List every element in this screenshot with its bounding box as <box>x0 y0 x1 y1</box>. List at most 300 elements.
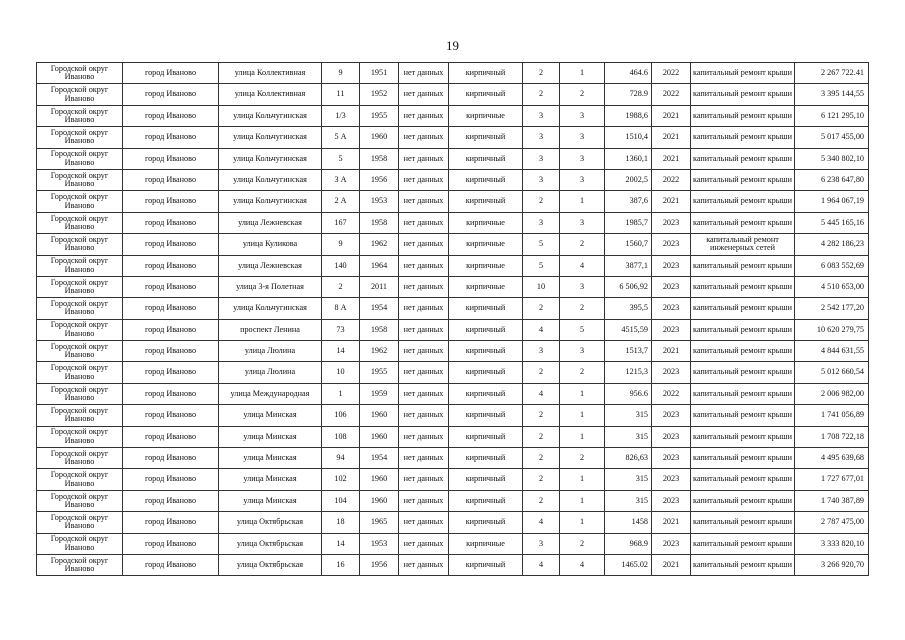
entrances-cell: 2 <box>560 448 605 469</box>
street-cell: улица Минская <box>219 405 322 426</box>
table-row <box>37 319 869 340</box>
last-overhaul-cell: нет данных <box>399 533 449 554</box>
municipality-cell: Городской округ Иваново <box>37 533 123 554</box>
municipality-cell: Городской округ Иваново <box>37 383 123 404</box>
settlement-cell: город Иваново <box>123 490 219 511</box>
wall-material-cell: кирпичные <box>449 234 523 255</box>
table-row <box>37 169 869 190</box>
cost-cell: 5 012 660,54 <box>795 362 869 383</box>
wall-material-cell: кирпичный <box>449 362 523 383</box>
cost-cell: 1 964 067,19 <box>795 191 869 212</box>
municipality-cell: Городской округ Иваново <box>37 298 123 319</box>
house-number-cell: 167 <box>322 212 360 233</box>
area-cell: 387,6 <box>605 191 652 212</box>
house-number-cell: 14 <box>322 341 360 362</box>
table-row <box>37 533 869 554</box>
floors-cell: 3 <box>523 533 560 554</box>
planned-year-cell: 2022 <box>652 383 691 404</box>
year-built-cell: 1960 <box>360 405 399 426</box>
planned-year-cell: 2023 <box>652 212 691 233</box>
municipality-cell: Городской округ Иваново <box>37 448 123 469</box>
settlement-cell: город Иваново <box>123 234 219 255</box>
cost-cell: 10 620 279,75 <box>795 319 869 340</box>
entrances-cell: 5 <box>560 319 605 340</box>
table-row <box>37 405 869 426</box>
year-built-cell: 1965 <box>360 512 399 533</box>
area-cell: 728.9 <box>605 84 652 105</box>
cost-cell: 6 121 295,10 <box>795 105 869 126</box>
cost-cell: 5 445 165,16 <box>795 212 869 233</box>
planned-year-cell: 2023 <box>652 426 691 447</box>
street-cell: улица 3-я Полетная <box>219 276 322 297</box>
wall-material-cell: кирпичные <box>449 105 523 126</box>
year-built-cell: 1958 <box>360 148 399 169</box>
area-cell: 1458 <box>605 512 652 533</box>
last-overhaul-cell: нет данных <box>399 276 449 297</box>
house-number-cell: 11 <box>322 84 360 105</box>
work-type-cell: капитальный ремонт крыши <box>691 490 795 511</box>
floors-cell: 2 <box>523 490 560 511</box>
cost-cell: 1 740 387,89 <box>795 490 869 511</box>
planned-year-cell: 2021 <box>652 148 691 169</box>
wall-material-cell: кирпичный <box>449 319 523 340</box>
year-built-cell: 1956 <box>360 169 399 190</box>
municipality-cell: Городской округ Иваново <box>37 234 123 255</box>
wall-material-cell: кирпичные <box>449 533 523 554</box>
municipality-cell: Городской округ Иваново <box>37 212 123 233</box>
table-row <box>37 490 869 511</box>
work-type-cell: капитальный ремонт крыши <box>691 448 795 469</box>
table-row <box>37 448 869 469</box>
year-built-cell: 1951 <box>360 63 399 84</box>
work-type-cell: капитальный ремонт крыши <box>691 191 795 212</box>
cost-cell: 4 510 653,00 <box>795 276 869 297</box>
entrances-cell: 2 <box>560 234 605 255</box>
last-overhaul-cell: нет данных <box>399 554 449 575</box>
table-row <box>37 426 869 447</box>
municipality-cell: Городской округ Иваново <box>37 255 123 276</box>
settlement-cell: город Иваново <box>123 383 219 404</box>
area-cell: 315 <box>605 490 652 511</box>
entrances-cell: 2 <box>560 298 605 319</box>
floors-cell: 4 <box>523 319 560 340</box>
wall-material-cell: кирпичный <box>449 426 523 447</box>
house-number-cell: 14 <box>322 533 360 554</box>
work-type-cell: капитальный ремонт крыши <box>691 255 795 276</box>
last-overhaul-cell: нет данных <box>399 298 449 319</box>
house-number-cell: 10 <box>322 362 360 383</box>
settlement-cell: город Иваново <box>123 405 219 426</box>
planned-year-cell: 2023 <box>652 405 691 426</box>
house-number-cell: 5 А <box>322 127 360 148</box>
last-overhaul-cell: нет данных <box>399 362 449 383</box>
planned-year-cell: 2021 <box>652 512 691 533</box>
area-cell: 2002,5 <box>605 169 652 190</box>
settlement-cell: город Иваново <box>123 255 219 276</box>
entrances-cell: 1 <box>560 426 605 447</box>
settlement-cell: город Иваново <box>123 276 219 297</box>
cost-cell: 6 238 647,80 <box>795 169 869 190</box>
work-type-cell: капитальный ремонт крыши <box>691 426 795 447</box>
street-cell: улица Минская <box>219 490 322 511</box>
settlement-cell: город Иваново <box>123 63 219 84</box>
wall-material-cell: кирпичный <box>449 469 523 490</box>
last-overhaul-cell: нет данных <box>399 405 449 426</box>
wall-material-cell: кирпичный <box>449 512 523 533</box>
wall-material-cell: кирпичный <box>449 298 523 319</box>
house-number-cell: 9 <box>322 234 360 255</box>
street-cell: улица Минская <box>219 448 322 469</box>
floors-cell: 3 <box>523 169 560 190</box>
last-overhaul-cell: нет данных <box>399 212 449 233</box>
year-built-cell: 1952 <box>360 84 399 105</box>
municipality-cell: Городской округ Иваново <box>37 84 123 105</box>
area-cell: 1560,7 <box>605 234 652 255</box>
last-overhaul-cell: нет данных <box>399 426 449 447</box>
entrances-cell: 1 <box>560 512 605 533</box>
year-built-cell: 1955 <box>360 362 399 383</box>
settlement-cell: город Иваново <box>123 319 219 340</box>
wall-material-cell: кирпичные <box>449 212 523 233</box>
planned-year-cell: 2023 <box>652 255 691 276</box>
municipality-cell: Городской округ Иваново <box>37 169 123 190</box>
street-cell: улица Минская <box>219 426 322 447</box>
year-built-cell: 1960 <box>360 469 399 490</box>
floors-cell: 5 <box>523 255 560 276</box>
house-number-cell: 3 А <box>322 169 360 190</box>
table-row <box>37 341 869 362</box>
year-built-cell: 2011 <box>360 276 399 297</box>
entrances-cell: 2 <box>560 533 605 554</box>
house-number-cell: 73 <box>322 319 360 340</box>
work-type-cell: капитальный ремонт крыши <box>691 319 795 340</box>
planned-year-cell: 2023 <box>652 448 691 469</box>
planned-year-cell: 2022 <box>652 169 691 190</box>
last-overhaul-cell: нет данных <box>399 105 449 126</box>
wall-material-cell: кирпичный <box>449 448 523 469</box>
area-cell: 315 <box>605 426 652 447</box>
settlement-cell: город Иваново <box>123 426 219 447</box>
work-type-cell: капитальный ремонт крыши <box>691 362 795 383</box>
floors-cell: 4 <box>523 554 560 575</box>
settlement-cell: город Иваново <box>123 212 219 233</box>
municipality-cell: Городской округ Иваново <box>37 469 123 490</box>
last-overhaul-cell: нет данных <box>399 319 449 340</box>
area-cell: 464.6 <box>605 63 652 84</box>
planned-year-cell: 2023 <box>652 490 691 511</box>
street-cell: улица Лежневская <box>219 255 322 276</box>
table-row <box>37 298 869 319</box>
planned-year-cell: 2021 <box>652 105 691 126</box>
area-cell: 315 <box>605 405 652 426</box>
work-type-cell: капитальный ремонт крыши <box>691 533 795 554</box>
year-built-cell: 1954 <box>360 448 399 469</box>
house-number-cell: 8 А <box>322 298 360 319</box>
cost-cell: 2 267 722.41 <box>795 63 869 84</box>
cost-cell: 2 787 475,00 <box>795 512 869 533</box>
floors-cell: 10 <box>523 276 560 297</box>
street-cell: улица Коллективная <box>219 84 322 105</box>
work-type-cell: капитальный ремонт крыши <box>691 341 795 362</box>
street-cell: улица Кольчугинская <box>219 169 322 190</box>
table-row <box>37 148 869 169</box>
year-built-cell: 1955 <box>360 105 399 126</box>
last-overhaul-cell: нет данных <box>399 512 449 533</box>
municipality-cell: Городской округ Иваново <box>37 105 123 126</box>
wall-material-cell: кирпичный <box>449 383 523 404</box>
planned-year-cell: 2021 <box>652 341 691 362</box>
municipality-cell: Городской округ Иваново <box>37 490 123 511</box>
street-cell: улица Кольчугинская <box>219 127 322 148</box>
planned-year-cell: 2021 <box>652 554 691 575</box>
cost-cell: 1 741 056,89 <box>795 405 869 426</box>
street-cell: улица Лежневская <box>219 212 322 233</box>
floors-cell: 2 <box>523 362 560 383</box>
work-type-cell: капитальный ремонт крыши <box>691 383 795 404</box>
floors-cell: 2 <box>523 298 560 319</box>
municipality-cell: Городской округ Иваново <box>37 362 123 383</box>
work-type-cell: капитальный ремонт крыши <box>691 63 795 84</box>
entrances-cell: 4 <box>560 554 605 575</box>
wall-material-cell: кирпичные <box>449 276 523 297</box>
entrances-cell: 3 <box>560 127 605 148</box>
work-type-cell: капитальный ремонт крыши <box>691 105 795 126</box>
last-overhaul-cell: нет данных <box>399 191 449 212</box>
table-row <box>37 105 869 126</box>
work-type-cell: капитальный ремонт крыши <box>691 298 795 319</box>
settlement-cell: город Иваново <box>123 512 219 533</box>
planned-year-cell: 2021 <box>652 127 691 148</box>
settlement-cell: город Иваново <box>123 105 219 126</box>
last-overhaul-cell: нет данных <box>399 234 449 255</box>
cost-cell: 4 495 639,68 <box>795 448 869 469</box>
floors-cell: 3 <box>523 148 560 169</box>
house-number-cell: 106 <box>322 405 360 426</box>
wall-material-cell: кирпичный <box>449 341 523 362</box>
area-cell: 1985,7 <box>605 212 652 233</box>
settlement-cell: город Иваново <box>123 191 219 212</box>
last-overhaul-cell: нет данных <box>399 148 449 169</box>
municipality-cell: Городской округ Иваново <box>37 426 123 447</box>
last-overhaul-cell: нет данных <box>399 383 449 404</box>
table-row <box>37 512 869 533</box>
last-overhaul-cell: нет данных <box>399 341 449 362</box>
last-overhaul-cell: нет данных <box>399 127 449 148</box>
settlement-cell: город Иваново <box>123 469 219 490</box>
entrances-cell: 1 <box>560 469 605 490</box>
planned-year-cell: 2023 <box>652 298 691 319</box>
area-cell: 395,5 <box>605 298 652 319</box>
floors-cell: 4 <box>523 512 560 533</box>
entrances-cell: 1 <box>560 405 605 426</box>
street-cell: улица Люлина <box>219 341 322 362</box>
street-cell: улица Кольчугинская <box>219 148 322 169</box>
entrances-cell: 3 <box>560 212 605 233</box>
table-row <box>37 276 869 297</box>
entrances-cell: 3 <box>560 276 605 297</box>
table-row <box>37 63 869 84</box>
wall-material-cell: кирпичный <box>449 405 523 426</box>
house-number-cell: 18 <box>322 512 360 533</box>
work-type-cell: капитальный ремонт крыши <box>691 84 795 105</box>
municipality-cell: Городской округ Иваново <box>37 405 123 426</box>
year-built-cell: 1962 <box>360 234 399 255</box>
floors-cell: 2 <box>523 405 560 426</box>
year-built-cell: 1960 <box>360 426 399 447</box>
area-cell: 1360,1 <box>605 148 652 169</box>
area-cell: 1465.02 <box>605 554 652 575</box>
planned-year-cell: 2023 <box>652 533 691 554</box>
municipality-cell: Городской округ Иваново <box>37 63 123 84</box>
street-cell: улица Октябрьская <box>219 512 322 533</box>
house-number-cell: 1/3 <box>322 105 360 126</box>
entrances-cell: 1 <box>560 490 605 511</box>
table-row <box>37 127 869 148</box>
year-built-cell: 1953 <box>360 191 399 212</box>
year-built-cell: 1959 <box>360 383 399 404</box>
last-overhaul-cell: нет данных <box>399 469 449 490</box>
work-type-cell: капитальный ремонт крыши <box>691 148 795 169</box>
settlement-cell: город Иваново <box>123 533 219 554</box>
planned-year-cell: 2023 <box>652 469 691 490</box>
work-type-cell: капитальный ремонт крыши <box>691 212 795 233</box>
work-type-cell: капитальный ремонт крыши <box>691 512 795 533</box>
planned-year-cell: 2023 <box>652 276 691 297</box>
municipality-cell: Городской округ Иваново <box>37 341 123 362</box>
municipality-cell: Городской округ Иваново <box>37 191 123 212</box>
area-cell: 826,63 <box>605 448 652 469</box>
area-cell: 956.6 <box>605 383 652 404</box>
last-overhaul-cell: нет данных <box>399 490 449 511</box>
floors-cell: 2 <box>523 63 560 84</box>
work-type-cell: капитальный ремонт крыши <box>691 405 795 426</box>
area-cell: 1215,3 <box>605 362 652 383</box>
floors-cell: 3 <box>523 127 560 148</box>
settlement-cell: город Иваново <box>123 84 219 105</box>
year-built-cell: 1954 <box>360 298 399 319</box>
street-cell: улица Куликова <box>219 234 322 255</box>
table-row <box>37 362 869 383</box>
last-overhaul-cell: нет данных <box>399 169 449 190</box>
floors-cell: 3 <box>523 212 560 233</box>
table-row <box>37 255 869 276</box>
area-cell: 4515,59 <box>605 319 652 340</box>
settlement-cell: город Иваново <box>123 554 219 575</box>
street-cell: улица Октябрьская <box>219 554 322 575</box>
municipality-cell: Городской округ Иваново <box>37 276 123 297</box>
entrances-cell: 3 <box>560 105 605 126</box>
year-built-cell: 1953 <box>360 533 399 554</box>
settlement-cell: город Иваново <box>123 341 219 362</box>
area-cell: 968.9 <box>605 533 652 554</box>
municipality-cell: Городской округ Иваново <box>37 512 123 533</box>
settlement-cell: город Иваново <box>123 362 219 383</box>
house-number-cell: 2 А <box>322 191 360 212</box>
entrances-cell: 2 <box>560 84 605 105</box>
floors-cell: 2 <box>523 448 560 469</box>
wall-material-cell: кирпичные <box>449 255 523 276</box>
table-row <box>37 554 869 575</box>
house-number-cell: 1 <box>322 383 360 404</box>
entrances-cell: 3 <box>560 341 605 362</box>
wall-material-cell: кирпичный <box>449 191 523 212</box>
year-built-cell: 1958 <box>360 319 399 340</box>
work-type-cell: капитальный ремонт инженерных сетей <box>691 234 795 255</box>
floors-cell: 3 <box>523 341 560 362</box>
area-cell: 1513,7 <box>605 341 652 362</box>
settlement-cell: город Иваново <box>123 127 219 148</box>
cost-cell: 2 006 982,00 <box>795 383 869 404</box>
area-cell: 1988,6 <box>605 105 652 126</box>
table-row <box>37 469 869 490</box>
cost-cell: 2 542 177,20 <box>795 298 869 319</box>
table-row <box>37 234 869 255</box>
entrances-cell: 4 <box>560 255 605 276</box>
house-number-cell: 102 <box>322 469 360 490</box>
cost-cell: 6 083 552,69 <box>795 255 869 276</box>
municipality-cell: Городской округ Иваново <box>37 319 123 340</box>
house-number-cell: 9 <box>322 63 360 84</box>
work-type-cell: капитальный ремонт крыши <box>691 127 795 148</box>
wall-material-cell: кирпичный <box>449 63 523 84</box>
floors-cell: 4 <box>523 383 560 404</box>
entrances-cell: 3 <box>560 148 605 169</box>
street-cell: улица Международная <box>219 383 322 404</box>
table-row <box>37 212 869 233</box>
table-row <box>37 191 869 212</box>
area-cell: 315 <box>605 469 652 490</box>
street-cell: улица Октябрьская <box>219 533 322 554</box>
cost-cell: 4 844 631,55 <box>795 341 869 362</box>
area-cell: 3877,1 <box>605 255 652 276</box>
cost-cell: 3 266 920,70 <box>795 554 869 575</box>
planned-year-cell: 2022 <box>652 84 691 105</box>
wall-material-cell: кирпичный <box>449 554 523 575</box>
house-number-cell: 94 <box>322 448 360 469</box>
entrances-cell: 1 <box>560 383 605 404</box>
street-cell: улица Кольчугинская <box>219 191 322 212</box>
wall-material-cell: кирпичный <box>449 127 523 148</box>
year-built-cell: 1960 <box>360 127 399 148</box>
last-overhaul-cell: нет данных <box>399 63 449 84</box>
house-number-cell: 5 <box>322 148 360 169</box>
wall-material-cell: кирпичный <box>449 84 523 105</box>
area-cell: 6 506,92 <box>605 276 652 297</box>
settlement-cell: город Иваново <box>123 169 219 190</box>
cost-cell: 1 727 677,01 <box>795 469 869 490</box>
cost-cell: 3 333 820,10 <box>795 533 869 554</box>
wall-material-cell: кирпичный <box>449 169 523 190</box>
wall-material-cell: кирпичный <box>449 490 523 511</box>
year-built-cell: 1956 <box>360 554 399 575</box>
house-number-cell: 108 <box>322 426 360 447</box>
cost-cell: 1 708 722,18 <box>795 426 869 447</box>
planned-year-cell: 2023 <box>652 362 691 383</box>
year-built-cell: 1960 <box>360 490 399 511</box>
house-number-cell: 140 <box>322 255 360 276</box>
last-overhaul-cell: нет данных <box>399 84 449 105</box>
house-number-cell: 16 <box>322 554 360 575</box>
floors-cell: 2 <box>523 191 560 212</box>
floors-cell: 5 <box>523 234 560 255</box>
street-cell: улица Люлина <box>219 362 322 383</box>
settlement-cell: город Иваново <box>123 298 219 319</box>
wall-material-cell: кирпичный <box>449 148 523 169</box>
cost-cell: 3 395 144,55 <box>795 84 869 105</box>
settlement-cell: город Иваново <box>123 448 219 469</box>
municipality-cell: Городской округ Иваново <box>37 554 123 575</box>
housing-repair-table <box>36 62 869 576</box>
